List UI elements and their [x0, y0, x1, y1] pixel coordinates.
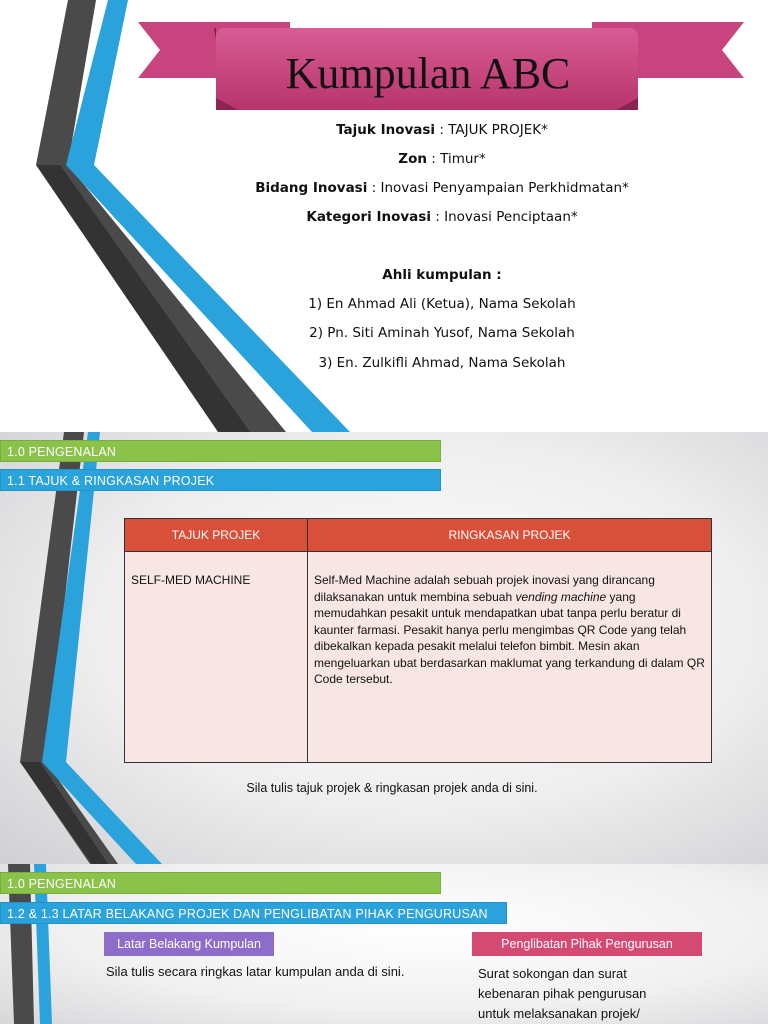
- background-slide: [0, 864, 768, 1024]
- instruction-note: Sila tulis tajuk projek & ringkasan projek anda di sini.: [246, 781, 538, 795]
- tag-penglibatan: Penglibatan Pihak Pengurusan: [472, 932, 702, 956]
- field-label: Kategori Inovasi: [306, 209, 431, 225]
- field-zon: Zon : Timur*: [398, 151, 486, 167]
- field-value: Timur*: [440, 151, 486, 167]
- table-header: TAJUK PROJEK: [125, 519, 308, 552]
- section-bar-pengenalan: 1.0 PENGENALAN: [0, 872, 441, 894]
- table-header: RINGKASAN PROJEK: [308, 519, 712, 552]
- summary-text: yang memudahkan pesakit untuk mendapatkan ubat tanpa perlu beratur di kaunter farmasi. Pesakit hanya perlu mengimbas QR Code yang telah dibekalkan kepada pesakit melalui telefon bimbit. Mesin akan mengeluarkan ubat berdasarkan maklumat yang terkandung di dalam QR Code tersebut.: [314, 589, 705, 686]
- section-bar-pengenalan: 1.0 PENGENALAN: [0, 440, 441, 462]
- member-item: 2) Pn. Siti Aminah Yusof, Nama Sekolah: [309, 325, 575, 341]
- project-title-cell: SELF-MED MACHINE: [125, 552, 308, 763]
- field-bidang: Bidang Inovasi : Inovasi Penyampaian Perkhidmatan*: [255, 180, 629, 196]
- subsection-bar-tajuk: 1.1 TAJUK & RINGKASAN PROJEK: [0, 469, 441, 491]
- left-body-text: Sila tulis secara ringkas latar kumpulan anda di sini.: [106, 964, 405, 979]
- title-slide: [0, 0, 768, 432]
- table-header-row: [125, 519, 712, 552]
- field-value: Inovasi Penyampaian Perkhidmatan*: [380, 180, 629, 196]
- intro-slide: [0, 432, 768, 864]
- members-heading: Ahli kumpulan :: [382, 267, 502, 283]
- member-item: 1) En Ahmad Ali (Ketua), Nama Sekolah: [308, 296, 576, 312]
- field-label: Bidang Inovasi: [255, 180, 368, 196]
- subsection-bar-latar-belakang: 1.2 & 1.3 LATAR BELAKANG PROJEK DAN PENGLIBATAN PIHAK PENGURUSAN: [0, 902, 507, 924]
- member-item: 3) En. Zulkifli Ahmad, Nama Sekolah: [318, 355, 566, 371]
- field-kategori: Kategori Inovasi : Inovasi Penciptaan*: [306, 209, 578, 225]
- field-label: Tajuk Inovasi: [336, 122, 436, 138]
- field-value: TAJUK PROJEK*: [448, 122, 548, 138]
- project-summary-cell: [308, 552, 712, 763]
- tag-latar-belakang: Latar Belakang Kumpulan: [104, 932, 274, 956]
- project-table: [124, 518, 712, 763]
- field-label: Zon: [398, 151, 427, 167]
- summary-text: Self-Med Machine adalah sebuah projek inovasi yang dirancang dilaksanakan untuk membina sebuah: [314, 573, 655, 604]
- right-body-text: Surat sokongan dan surat kebenaran pihak pengurusan untuk melaksanakan projek/: [478, 966, 647, 1021]
- field-value: Inovasi Penciptaan*: [444, 209, 578, 225]
- summary-italic-text: vending machine: [515, 589, 607, 604]
- field-tajuk: Tajuk Inovasi : TAJUK PROJEK*: [336, 122, 548, 138]
- group-title: Kumpulan ABC: [285, 49, 571, 98]
- table-row: [125, 552, 712, 763]
